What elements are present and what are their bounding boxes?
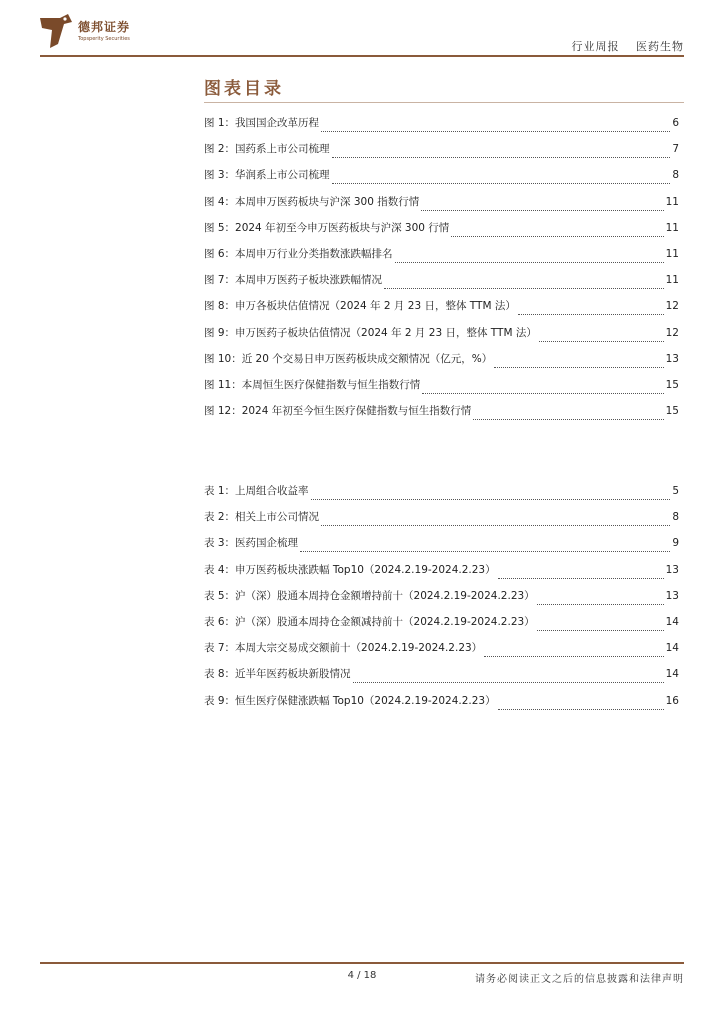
figure-entry[interactable] [204, 194, 679, 220]
figure-entry-label: 图 10：近 20 个交易日申万医药板块成交额情况（亿元，%） [204, 352, 493, 365]
table-entry[interactable] [204, 666, 679, 692]
figure-entry[interactable] [204, 325, 679, 351]
title-divider [204, 102, 684, 103]
table-entry-label: 表 8：近半年医药板块新股情况 [204, 668, 351, 681]
page-header [0, 0, 724, 60]
table-entry-page: 14 [665, 668, 679, 681]
logo-english-name: Topsperity Securities [78, 36, 130, 42]
figure-entry-page: 11 [665, 247, 679, 260]
report-meta [572, 38, 685, 54]
table-entry-page: 8 [672, 511, 679, 524]
dot-leader [498, 708, 664, 710]
table-entry[interactable] [204, 483, 679, 509]
figure-entry-label: 图 6：本周申万行业分类指数涨跌幅排名 [204, 247, 393, 260]
figure-entry[interactable] [204, 272, 679, 298]
figure-entry[interactable] [204, 351, 679, 377]
dot-leader [311, 498, 671, 500]
logo-name: 德邦证券 [78, 20, 131, 34]
table-entry-label: 表 6：沪（深）股通本周持仓金额减持前十（2024.2.19-2024.2.23） [204, 615, 535, 628]
table-entry-label: 表 1：上周组合收益率 [204, 485, 309, 497]
figure-entry-label: 图 1：我国国企改革历程 [204, 117, 320, 129]
table-entry[interactable] [204, 562, 679, 588]
table-entry-label: 表 4：申万医药板块涨跌幅 Top10（2024.2.19-2024.2.23） [204, 563, 496, 576]
figure-entry[interactable] [204, 115, 679, 141]
dot-leader [332, 156, 671, 158]
dot-leader [300, 550, 670, 552]
figure-entry-page: 6 [672, 117, 679, 129]
dot-leader [537, 629, 664, 631]
table-entry[interactable] [204, 588, 679, 614]
figure-entry-label: 图 2：国药系上市公司梳理 [204, 143, 330, 156]
figure-entry-label: 图 4：本周申万医药板块与沪深 300 指数行情 [204, 195, 420, 208]
figure-entry-label: 图 9：申万医药子板块估值情况（2024 年 2 月 23 日，整体 TTM 法） [204, 326, 537, 339]
figure-entry-page: 12 [665, 326, 679, 339]
figure-entry-page: 12 [665, 300, 679, 313]
dot-leader [494, 366, 663, 368]
figure-entry-page: 11 [665, 274, 679, 287]
figure-entry-label: 图 7：本周申万医药子板块涨跌幅情况 [204, 274, 383, 287]
figure-entry-page: 13 [665, 352, 679, 365]
table-entry[interactable] [204, 614, 679, 640]
table-entry-page: 13 [665, 589, 679, 602]
figure-entry[interactable] [204, 167, 679, 193]
figure-entry[interactable] [204, 298, 679, 324]
table-entry-label: 表 3：医药国企梳理 [204, 537, 299, 550]
table-entry-page: 9 [672, 537, 679, 550]
figure-entry[interactable] [204, 141, 679, 167]
dot-leader [518, 313, 664, 315]
figure-entry[interactable] [204, 246, 679, 272]
figure-entry-page: 11 [665, 195, 679, 208]
dot-leader [321, 130, 670, 132]
figure-entry-page: 7 [672, 143, 679, 156]
dot-leader [484, 655, 663, 657]
figure-entry[interactable] [204, 220, 679, 246]
dot-leader [321, 524, 670, 526]
dot-leader [353, 681, 664, 683]
table-entry-page: 14 [665, 642, 679, 655]
dot-leader [422, 392, 663, 394]
company-logo-icon [38, 14, 74, 48]
figure-entry-label: 图 11：本周恒生医疗保健指数与恒生指数行情 [204, 378, 421, 391]
figure-list [204, 115, 679, 429]
table-entry-page: 14 [665, 615, 679, 628]
figure-entry-page: 11 [665, 221, 679, 234]
table-entry-label: 表 2：相关上市公司情况 [204, 511, 320, 524]
figure-entry-page: 15 [665, 405, 679, 418]
report-type: 行业周报 [571, 40, 620, 53]
table-entry-page: 13 [665, 563, 679, 576]
disclaimer-text: 请务必阅读正文之后的信息披露和法律声明 [475, 974, 684, 985]
table-list [204, 483, 679, 719]
table-entry-page: 5 [672, 485, 679, 497]
figure-entry-page: 8 [672, 169, 679, 182]
dot-leader [451, 235, 663, 237]
figure-entry-label: 图 5：2024 年初至今申万医药板块与沪深 300 行情 [204, 221, 450, 234]
figure-entry[interactable] [204, 377, 679, 403]
dot-leader [537, 603, 664, 605]
page-title: 图表目录 [204, 79, 284, 99]
page-number: 4 / 18 [347, 970, 377, 981]
table-entry-label: 表 7：本周大宗交易成交额前十（2024.2.19-2024.2.23） [204, 642, 483, 655]
figure-entry[interactable] [204, 403, 679, 429]
dot-leader [539, 340, 664, 342]
table-entry[interactable] [204, 535, 679, 561]
table-entry-label: 表 9：恒生医疗保健涨跌幅 Top10（2024.2.19-2024.2.23） [204, 694, 496, 707]
figure-entry-label: 图 12：2024 年初至今恒生医疗保健指数与恒生指数行情 [204, 405, 472, 418]
table-entry[interactable] [204, 640, 679, 666]
table-entry[interactable] [204, 509, 679, 535]
figure-entry-page: 15 [665, 378, 679, 391]
company-logo [38, 14, 148, 50]
figure-entry-label: 图 3：华润系上市公司梳理 [204, 169, 330, 182]
dot-leader [332, 182, 671, 184]
dot-leader [421, 209, 663, 211]
table-entry-label: 表 5：沪（深）股通本周持仓金额增持前十（2024.2.19-2024.2.23） [204, 589, 535, 602]
header-divider [40, 55, 684, 57]
dot-leader [473, 418, 663, 420]
figure-entry-label: 图 8：申万各板块估值情况（2024 年 2 月 23 日，整体 TTM 法） [204, 300, 516, 313]
dot-leader [498, 577, 664, 579]
table-entry-page: 16 [665, 694, 679, 707]
report-sector: 医药生物 [636, 40, 684, 53]
table-entry[interactable] [204, 693, 679, 719]
footer-divider [40, 962, 684, 964]
dot-leader [395, 261, 664, 263]
dot-leader [384, 287, 664, 289]
